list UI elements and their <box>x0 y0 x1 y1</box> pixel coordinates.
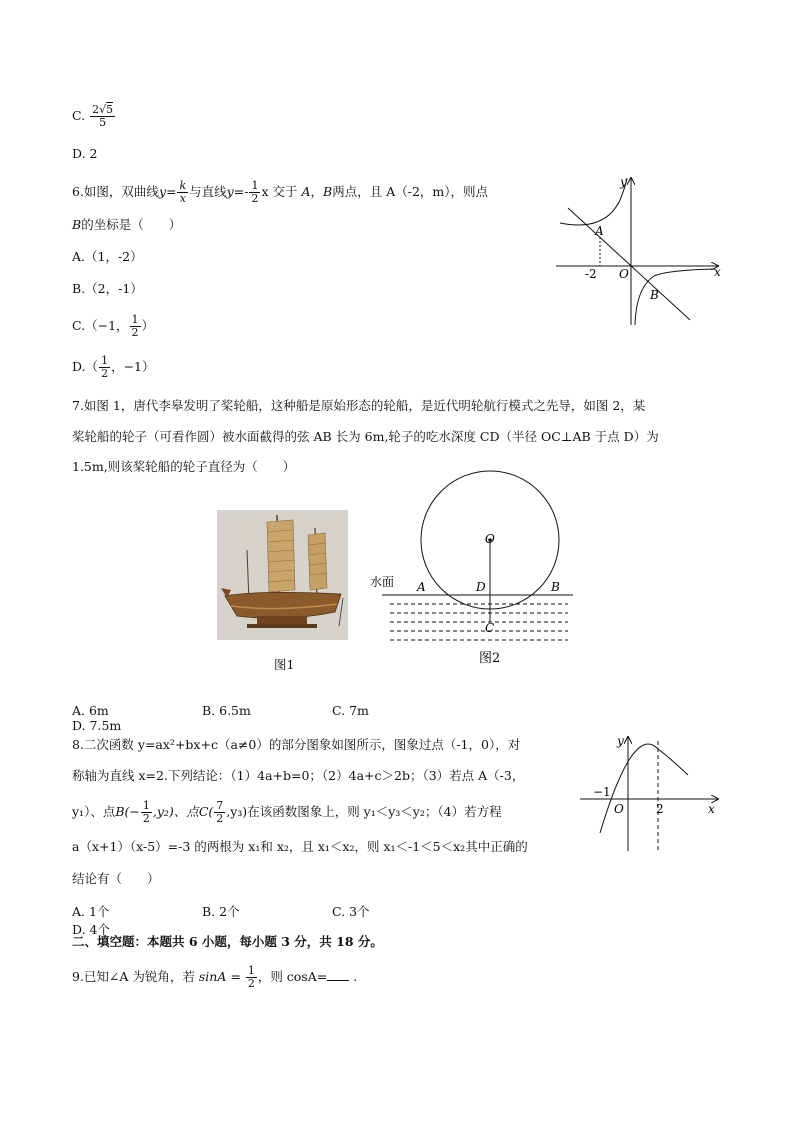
text: x 交于 <box>261 184 298 199</box>
q8-stem-line2: 称轴为直线 x=2.下列结论：（1）4a+b=0；（2）4a+c＞2b；（3）若点 A（-3， <box>72 768 525 783</box>
fraction-half <box>141 800 152 825</box>
q6-option-a: A.（1，-2） <box>72 249 143 264</box>
num: k <box>179 179 187 192</box>
text: sinA = <box>198 969 241 984</box>
text: 9.已知∠A 为锐角，若 <box>72 969 195 984</box>
q6-graph <box>550 170 730 335</box>
text: 两点，且 <box>332 184 383 199</box>
q8-option-c: C. 3个 <box>332 904 370 919</box>
den: 2 <box>131 326 139 339</box>
q8-stem-line4: a（x+1）（x-5）=-3 的两根为 x₁和 x₂，且 x₁＜x₂，则 x₁＜-1＜5＜x₂其中正确的 <box>72 839 528 854</box>
text: 的坐标是（ ） <box>81 217 182 232</box>
origin-label: O <box>614 802 624 816</box>
q6-option-b: B.（2，-1） <box>72 281 143 296</box>
q7-stem-line2: 桨轮船的轮子（可看作圆）被水面截得的弦 AB 长为 6m,轮子的吃水深度 CD（半径 OC⊥AB 于点 D）为 <box>72 429 659 444</box>
x-axis-label: x <box>714 265 721 279</box>
q7-options <box>72 703 512 733</box>
fraction-half <box>130 314 141 339</box>
text: ， <box>310 184 323 199</box>
text: C( <box>198 804 214 819</box>
fraction-half <box>246 965 257 990</box>
fraction-seven-halves <box>214 800 225 825</box>
section-2-heading: 二、填空题：本题共 6 小题，每小题 3 分，共 18 分。 <box>72 934 383 949</box>
minus2-label: -2 <box>585 267 597 281</box>
q8-parabola-graph <box>578 733 728 858</box>
q7-circle-diagram <box>368 470 578 670</box>
point-B-label: B <box>551 580 560 594</box>
q5-option-c <box>72 104 116 129</box>
q8-stem-line5: 结论有（ ） <box>72 871 160 886</box>
text: A <box>301 184 311 199</box>
two-label: 2 <box>656 802 664 816</box>
boat-photo <box>217 510 348 640</box>
q6-stem-line2 <box>72 216 181 234</box>
x-axis-label: x <box>708 802 715 816</box>
q6-stem-line1 <box>72 180 488 205</box>
point-A-label: A <box>595 224 604 238</box>
point-C-label: C <box>485 621 495 635</box>
q7-option-a: A. 6m <box>72 703 109 718</box>
text: y= <box>158 184 177 199</box>
text: . <box>353 969 358 984</box>
num: 1 <box>131 313 139 326</box>
water-label: 水面 <box>370 575 395 589</box>
fraction-half <box>99 355 110 380</box>
line-y-neg-half-x <box>568 208 690 320</box>
den: x <box>179 192 186 205</box>
q8-stem-line3 <box>72 800 502 825</box>
answer-blank[interactable] <box>327 968 349 981</box>
q8-option-b: B. 2个 <box>202 904 240 919</box>
text: C.（−1， <box>72 318 129 333</box>
text: ,y₂)、点 <box>152 804 199 819</box>
origin-label: O <box>619 267 629 281</box>
text: B <box>72 217 82 232</box>
text: D.（ <box>72 359 99 374</box>
num: 1 <box>247 964 255 977</box>
point-O-label: O <box>485 532 495 546</box>
point-D-label: D <box>476 580 486 594</box>
water-dashes <box>390 604 568 640</box>
num: 1 <box>142 799 150 812</box>
q7-stem-line3: 1.5m,则该桨轮船的轮子直径为（ ） <box>72 459 296 474</box>
text: y₁）、点 <box>72 804 116 819</box>
y-axis-label: y <box>620 175 627 189</box>
hyperbola-branch-left <box>560 178 627 225</box>
fig2-caption: 图2 <box>479 651 501 666</box>
q8-option-d: D. 4个 <box>72 922 110 937</box>
minus1-label: −1 <box>593 785 611 799</box>
text: A（-2，m），则点 <box>386 184 488 199</box>
num: 1 <box>251 179 259 192</box>
fraction: $\frac{2√5}{5}$ <box>92 103 114 129</box>
fig1-caption: 图1 <box>274 657 295 672</box>
denominator: 5 <box>99 116 107 129</box>
text: ，−1） <box>111 359 155 374</box>
num-coef: 2 <box>92 103 100 116</box>
text: ,y₃)在该函数图象上，则 y₁＜y₃＜y₂；（4）若方程 <box>226 804 502 819</box>
q6-option-d <box>72 355 155 380</box>
num: 7 <box>216 799 224 812</box>
point-A-label: A <box>417 580 426 594</box>
text: y=- <box>226 184 249 199</box>
num-radicand: 5 <box>106 103 114 116</box>
fraction-half <box>249 180 260 205</box>
parabola <box>600 744 688 833</box>
text: ） <box>141 318 155 333</box>
q7-stem-line1: 7.如图 1，唐代李皋发明了桨轮船，这种船是原始形态的轮船，是近代明轮航行模式之先导，如图 2，某 <box>72 398 646 413</box>
den: 2 <box>247 977 255 990</box>
y-axis-label: y <box>617 734 624 748</box>
q7-option-d: D. 7.5m <box>72 718 122 733</box>
num: 1 <box>101 354 109 367</box>
q7-option-b: B. 6.5m <box>202 703 251 718</box>
q5-option-d: D. 2 <box>72 146 98 161</box>
fraction-k-over-x <box>177 180 188 205</box>
q9-stem <box>72 965 357 990</box>
text: B <box>323 184 333 199</box>
text: 6.如图，双曲线 <box>72 184 159 199</box>
den: 2 <box>251 192 259 205</box>
q7-option-c: C. 7m <box>332 703 369 718</box>
q6-option-c <box>72 314 154 339</box>
text: ，则 cosA= <box>257 969 328 984</box>
option-label: C. <box>72 108 86 123</box>
point-B-label: B <box>650 288 659 302</box>
q8-option-a: A. 1个 <box>72 904 110 919</box>
q8-stem-line1: 8.二次函数 y=ax²+bx+c（a≠0）的部分图象如图所示，图象过点（-1，0），对 <box>72 737 521 752</box>
text: B(− <box>115 804 140 819</box>
den: 2 <box>216 812 224 825</box>
den: 2 <box>142 812 150 825</box>
hyperbola-branch-right <box>635 269 715 325</box>
boat-illustration <box>217 510 348 640</box>
text: 与直线 <box>189 184 227 199</box>
den: 2 <box>101 367 109 380</box>
